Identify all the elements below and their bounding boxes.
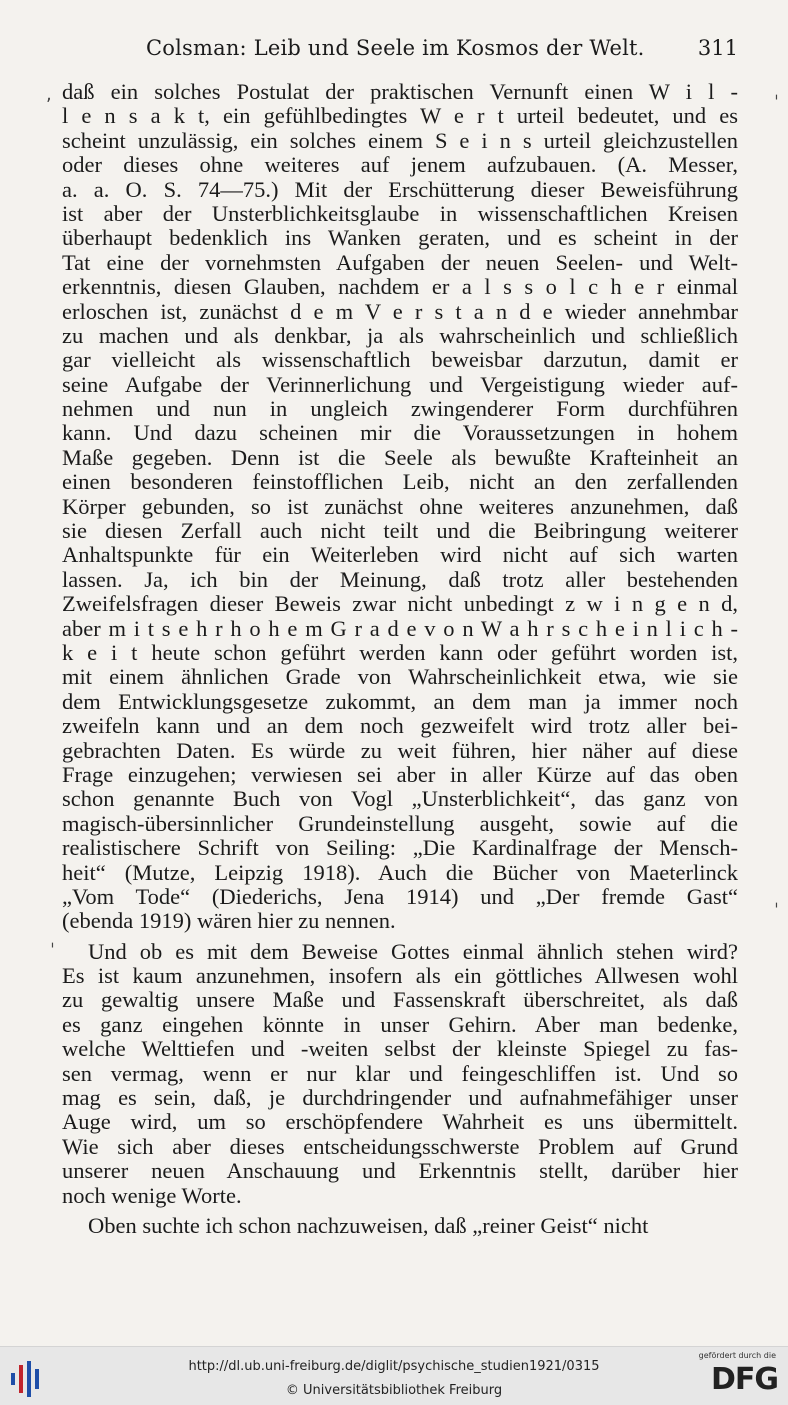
text-line: sie diesen Zerfall auch nicht teilt und die Beibringung weiterer [62,518,738,544]
text-line: nehmen und nun in ungleich zwingenderer Form durchführen [62,396,738,422]
text-line: l e n s a k t, ein gefühlbedingtes W e r t urteil bedeutet, und es [62,103,738,129]
text-line: Es ist kaum anzunehmen, insofern als ein göttliches Allwesen wohl [62,963,738,989]
text-line: zweifeln kann und an dem noch gezweifelt wird trotz aller bei- [62,713,738,739]
text-line: überhaupt bedenklich ins Wanken geraten, und es scheint in der [62,225,738,251]
text-line: gar vielleicht als wissenschaftlich beweisbar darzutun, damit er [62,347,738,373]
text-line: scheint unzulässig, ein solches einem S e i n s urteil gleichzustellen [62,127,738,153]
text-line: einen besonderen feinstofflichen Leib, nicht an den zerfallenden [62,469,738,495]
text-line: heit“ (Mutze, Leipzig 1918). Auch die Bücher von Maeterlinck [62,859,738,885]
text-line: dem Entwicklungsgesetze zukommt, an dem man ja immer noch [62,688,738,714]
text-line: Auge wird, um so erschöpfendere Wahrheit es uns übermittelt. [62,1109,738,1135]
text-line: ist aber der Unsterblichkeitsglaube in wissenschaftlichen Kreisen [62,200,738,226]
text-line: gebrachten Daten. Es würde zu weit führen, hier näher auf diese [62,737,738,763]
text-line: es ganz eingehen könnte in unser Gehirn. Aber man bedenke, [62,1011,738,1037]
text-line: „Vom Tode“ (Diederichs, Jena 1914) und „Der fremde Gast“ [62,883,738,909]
text-line: kann. Und dazu scheinen mir die Voraussetzungen in hohem [62,420,738,446]
text-line: k e i t heute schon geführt werden kann oder geführt worden ist, [62,639,738,665]
text-line: sen vermag, wenn er nur klar und feingeschliffen ist. Und so [62,1060,738,1086]
text-line: noch wenige Worte. [62,1182,242,1208]
page-number: 311 [697,36,738,60]
text-line: a. a. O. S. 74—75.) Mit der Erschütterung dieser Beweisführung [62,176,738,202]
text-line: zu machen und als denkbar, ja als wahrscheinlich und schließlich [62,322,738,348]
text-line: Frage einzugehen; verwiesen sei aber in aller Kürze auf das oben [62,761,738,787]
text-line: (ebenda 1919) wären hier zu nennen. [62,908,396,934]
text-line: magisch-übersinnlicher Grundeinstellung ausgeht, sowie auf die [62,810,738,836]
text-line: schon genannte Buch von Vogl „Unsterblichkeit“, das ganz von [62,786,738,812]
running-title: Colsman: Leib und Seele im Kosmos der Welt. [146,36,645,60]
margin-mark: ˈ [774,900,779,921]
text-line: lassen. Ja, ich bin der Meinung, daß trotz aller bestehenden [62,566,738,592]
text-line: Maße gegeben. Denn ist die Seele als bewußte Krafteinheit an [62,444,738,470]
margin-mark: ˈ [774,92,779,113]
text-line: erloschen ist, zunächst d e m V e r s t a n d e wieder annehmbar [62,298,738,324]
text-line: Körper gebunden, so ist zunächst ohne weiteres anzunehmen, daß [62,493,738,519]
permalink-url[interactable]: http://dl.ub.uni-freiburg.de/diglit/psychische_studien1921/0315 [188,1359,600,1374]
copyright-notice: © Universitätsbibliothek Freiburg [285,1383,503,1398]
text-line: Anhaltspunkte für ein Weiterleben wird nicht auf sich warten [62,542,738,568]
text-line: Und ob es mit dem Beweise Gottes einmal ähnlich stehen wird? [88,938,738,964]
text-line: unserer neuen Anschauung und Erkenntnis stellt, darüber hier [62,1158,738,1184]
text-line: aber m i t s e h r h o h e m G r a d e v o n W a h r s c h e i n l i c h - [62,615,738,641]
text-line: oder dieses ohne weiteres auf jenem aufzubauen. (A. Messer, [62,152,738,178]
text-line: mit einem ähnlichen Grade von Wahrscheinlichkeit etwa, wie sie [62,664,738,690]
text-line: Oben suchte ich schon nachzuweisen, daß „reiner Geist“ nicht [88,1212,649,1238]
text-line: seine Aufgabe der Verinnerlichung und Vergeistigung wieder auf- [62,371,738,397]
margin-mark: ˈ [50,940,55,961]
text-line: daß ein solches Postulat der praktischen Vernunft einen W i l - [62,79,738,104]
text-line: zu gewaltig unsere Maße und Fassenskraft überschreitet, als daß [62,987,738,1013]
body-text [62,80,738,1238]
text-line: welche Welttiefen und -weiten selbst der kleinste Spiegel zu fas- [62,1036,738,1062]
viewer-footer [0,1346,788,1405]
text-line: Tat eine der vornehmsten Aufgaben der neuen Seelen- und Welt- [62,249,738,275]
text-line: Wie sich aber dieses entscheidungsschwerste Problem auf Grund [62,1133,738,1159]
text-line: Zweifelsfragen dieser Beweis zwar nicht unbedingt z w i n g e n d, [62,591,738,617]
dfg-logo[interactable]: DFG [710,1362,778,1397]
margin-mark: , [46,84,52,105]
text-line: realistischere Schrift von Seiling: „Die Kardinalfrage der Mensch- [62,835,738,861]
text-line: erkenntnis, diesen Glauben, nachdem er a l s s o l c h e r einmal [62,274,738,300]
dfg-funding-note: gefördert durch die [698,1351,776,1360]
text-line: mag es sein, daß, je durchdringender und aufnahmefähiger unser [62,1085,738,1111]
